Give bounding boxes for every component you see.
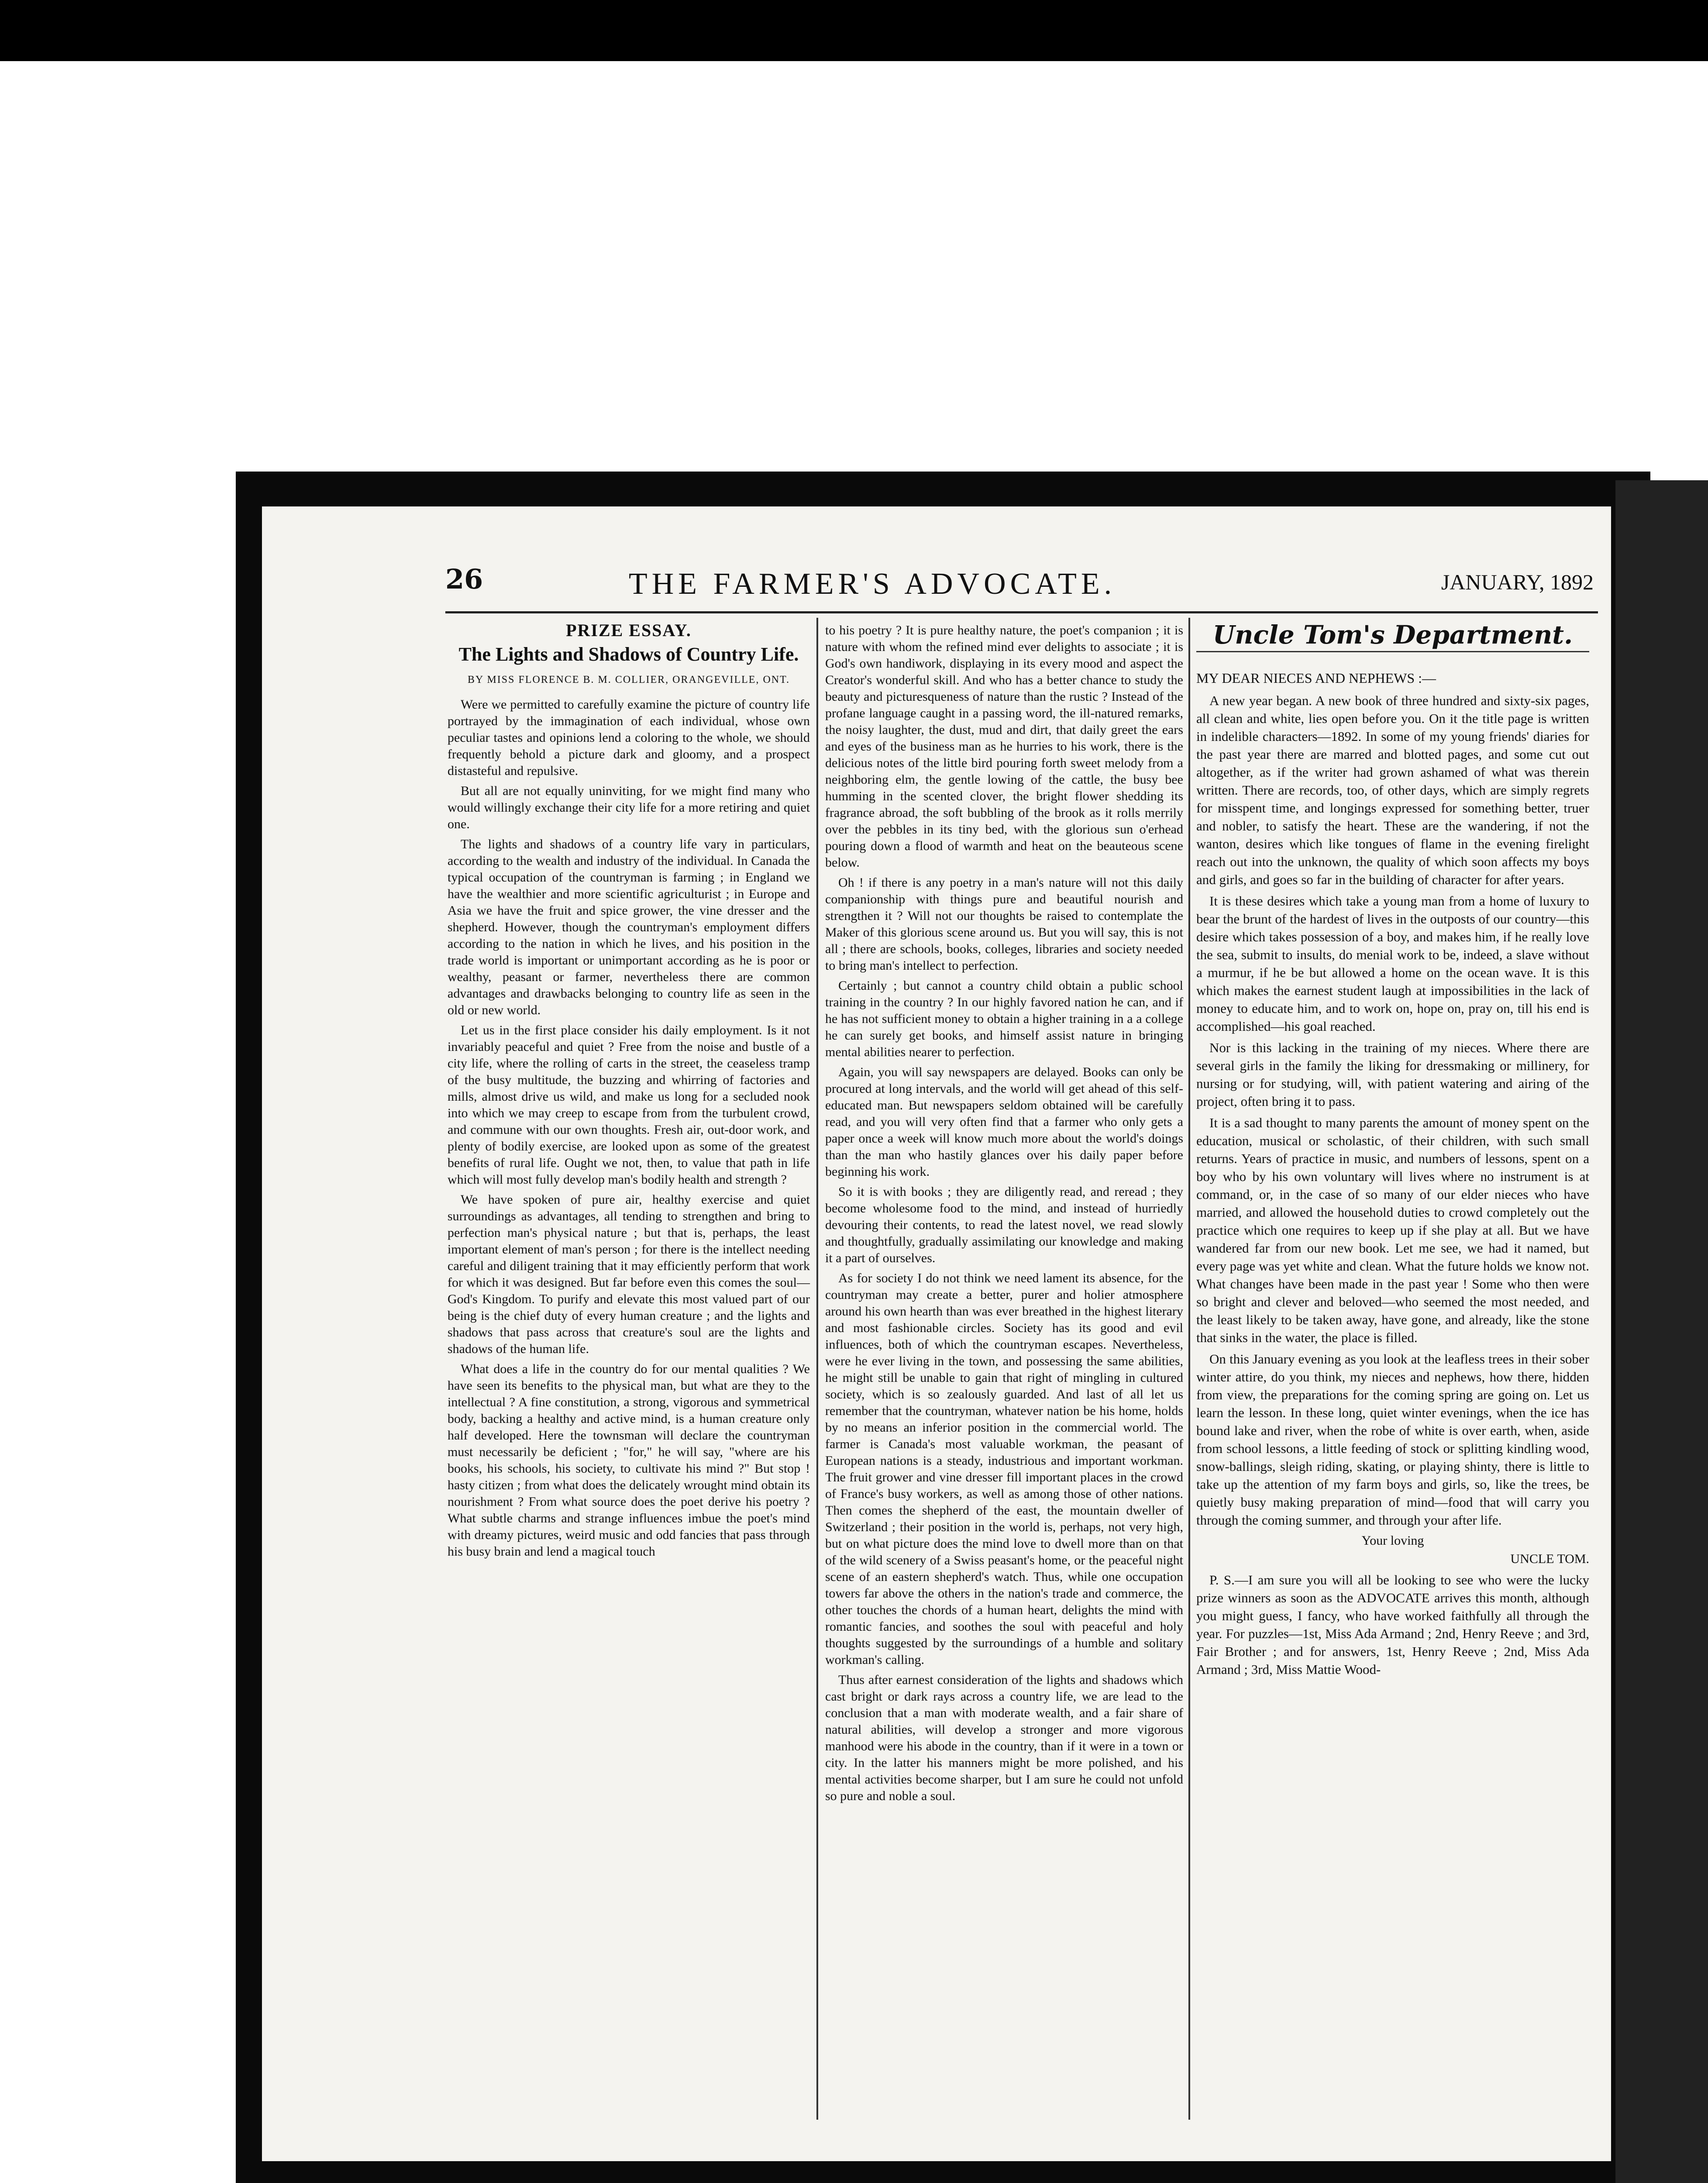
salutation: MY DEAR NIECES AND NEPHEWS :— — [1196, 670, 1436, 686]
closing: Your loving — [1361, 1533, 1424, 1548]
paragraph: Nor is this lacking in the training of my nieces. Where there are several girls in the family the liking for dressmaking or millinery, for nursing or for studying, will, with patient watering and airing of the project, often bring it to pass. — [1196, 1040, 1589, 1109]
paragraph: Oh ! if there is any poetry in a man's nature will not this daily companionship with things pure and beautiful nourish and strengthen it ? Will not our thoughts be raised to contemplate the Maker of this glorious scene around us. But you will say, this is not all ; there are schools, books, colleges, libraries and society needed to bring man's intellect to perfection. — [825, 875, 1183, 973]
column-rule — [1188, 618, 1190, 2120]
postscript: P. S.—I am sure you will all be looking to see who were the lucky prize winners as soon as the ADVOCATE arrives this month, although you might guess, I fancy, who have worked faithfully all through the year. For puzzles—1st, Miss Ada Armand ; 2nd, Henry Reeve ; and 3rd, Fair Brother ; and for answers, 1st, Henry Reeve ; 2nd, Miss Ada Armand ; 3rd, Miss Mattie Wood- — [1196, 1572, 1589, 1677]
issue-date: JANUARY, 1892 — [1441, 570, 1594, 594]
newspaper-page — [262, 506, 1611, 2161]
paragraph: It is these desires which take a young man from a home of luxury to bear the brunt of the hardest of lives in the outposts of our country—this desire which takes possession of a boy, and makes him, if he really love the sea, submit to insults, do menial work to be, indeed, a slave without a murmur, if he be but allowed a home on the ocean wave. It is this which makes the earnest student laugh at impossibilities in the lack of money to educate him, and to work on, hope on, pray on, till his end is accomplished—his goal reached. — [1196, 893, 1589, 1034]
page-header — [445, 563, 1602, 611]
paragraph: On this January evening as you look at the leafless trees in their sober winter attire, do you think, my nieces and nephews, how there, hidden from view, the preparations for the coming spring are going on. Let us learn the lesson. In these long, quiet winter evenings, when the ice has bound lake and river, when the robe of white is over earth, when, aside from school lessons, a little feeding of stock or splitting kindling wood, snow-ballings, sleigh riding, skating, or playing shinty, there is little to take up the attention of my farm boys and girls, so, like the trees, be quietly busy making preparation of mind—food that will carry you through the coming summer, and through your after life. — [1196, 1351, 1589, 1528]
signature: UNCLE TOM. — [1510, 1552, 1589, 1566]
paragraph: Again, you will say newspapers are delayed. Books can only be procured at long intervals, and the world will get ahead of this self-educated man. But newspapers seldom obtained will be carefully read, and you will very often find that a farmer who only gets a paper once a week will know much more about the world's doings than the man who hastily glances over his daily paper before beginning his work. — [825, 1065, 1183, 1179]
paragraph: Certainly ; but cannot a country child obtain a public school training in the country ? In our highly favored nation he can, and if he has not sufficient money to obtain a higher training in a a college he can surely get books, and himself assist nature in bringing mental abilities nearer to perfection. — [825, 978, 1183, 1059]
column-rule — [816, 618, 818, 2120]
essay-title: The Lights and Shadows of Country Life. — [458, 644, 799, 665]
masthead: THE FARMER'S ADVOCATE. — [629, 567, 1116, 601]
header-rule — [445, 611, 1598, 613]
department-title: Uncle Tom's Department. — [1196, 627, 1589, 652]
paragraph: We have spoken of pure air, healthy exercise and quiet surroundings as advantages, all tending to strengthen and bring to perfection man's physical nature ; but that is, perhaps, the least important element of man's person ; for there is the intellect needing careful and diligent training that it may efficiently perform that work for which it was designed. But far before even this comes the soul—God's Kingdom. To purify and elevate this most valued part of our being is the chief duty of every human creature ; and the lights and shadows that pass across that creature's soul are the lights and shadows of the human life. — [448, 1192, 810, 1356]
essay-kicker: PRIZE ESSAY. — [566, 620, 692, 640]
paragraph: It is a sad thought to many parents the amount of money spent on the education, musical or scholastic, of their children, with such small returns. Years of practice in music, and numbers of lessons, spent on a boy who by his own voluntary will lives where no instrument is at command, or, in the case of so many of our elder nieces who have married, and allowed the household duties to crowd completely out the practice which one requires to keep up if she play at all. But we have wandered far from our new book. Let me see, we had it named, but every page was yet white and clean. What the future holds we know not. What changes have been made in the past year ! Some who then were so bright and clever and beloved—who seemed the most needed, and the least likely to be taken away, have gone, and already, like the stone that sinks in the water, the place is filled. — [1196, 1115, 1589, 1345]
binding-edge — [1615, 480, 1708, 2183]
column-3 — [1196, 622, 1589, 1682]
paragraph: Were we permitted to carefully examine the picture of country life portrayed by the immagination of each individual, whose own peculiar tastes and opinions lend a coloring to the whole, we should frequently behold a picture dark and gloomy, and a prospect distasteful and repulsive. — [448, 697, 810, 778]
paragraph: A new year began. A new book of three hundred and sixty-six pages, all clean and white, lies open before you. On it the title page is written in indelible characters—1892. In some of my young friends' diaries for the past year there are marred and blotted pages, and some cut out altogether, as if the writer had grown ashamed of what was therein written. There are records, too, of other days, which are simply regrets for misspent time, and longings expressed for something better, truer and nobler, to satisfy the heart. These are the wandering, if not the wanton, desires which like tongues of flame in the evening firelight reach out into the unknown, the quality of which soon affects my boys and girls, and goes so far in the building of character for after years. — [1196, 693, 1589, 887]
paragraph: Thus after earnest consideration of the lights and shadows which cast bright or dark rays across a country life, we are lead to the conclusion that a man with moderate wealth, and a fair share of natural abilities, will develop a stronger and more vigorous manhood were his abode in the country, than if it were in a town or city. In the latter his manners might be more polished, and his mental activities become sharper, but I am sure he could not unfold so pure and noble a soul. — [825, 1673, 1183, 1803]
paragraph: But all are not equally uninviting, for we might find many who would willingly exchange their city life for a more retiring and quiet one. — [448, 784, 810, 831]
essay-byline: BY MISS FLORENCE B. M. COLLIER, ORANGEVILLE, ONT. — [468, 674, 790, 685]
paragraph: What does a life in the country do for our mental qualities ? We have seen its benefits to the physical man, but what are they to the intellectual ? A fine constitution, a strong, vigorous and symmetrical body, backing a healthy and active mind, is a human creature only half developed. Here the townsman will declare the countryman must necessarily be deficient ; "for," he will say, "where are his books, his schools, his society, to cultivate his mind ?" But stop ! hasty citizen ; from what does the delicately wrought mind obtain its nourishment ? From what source does the poet derive his poetry ? What subtle charms and strange influences imbue the poet's mind with dreamy pictures, weird music and odd fancies that pass through his busy brain and lend a magical touch — [448, 1362, 810, 1559]
paragraph: The lights and shadows of a country life vary in particulars, according to the wealth and industry of the individual. In Canada the typical occupation of the countryman is farming ; in England we have the wealthier and more scientific agriculturist ; in Europe and Asia we have the fruit and spice grower, the vine dresser and the shepherd. However, though the countryman's employment differs according to the nation in which he lives, and his position in the trade world is important or unimportant according as he is poor or wealthy, peasant or farmer, nevertheless there are common advantages and drawbacks belonging to country life as seen in the old or new world. — [448, 837, 810, 1017]
column-2 — [825, 622, 1183, 1808]
paragraph: So it is with books ; they are diligently read, and reread ; they become wholesome food to the mind, and instead of hurriedly devouring their contents, to read the latest novel, we read slowly and thoughtfully, gradually assimilating our knowledge and making it a part of ourselves. — [825, 1184, 1183, 1265]
paragraph: to his poetry ? It is pure healthy nature, the poet's companion ; it is nature with whom the refined mind ever delights to associate ; it is God's own handiwork, displaying in its every mood and aspect the Creator's wonderful skill. And who has a better chance to study the beauty and picturesqueness of nature than the rustic ? Instead of the profane language caught in a passing word, the ill-natured remarks, the noisy laughter, the dust, mud and dirt, that daily greet the ears and eyes of the business man as he hurries to his work, there is the delicious notes of the little bird pouring forth sweet melody from a neighboring elm, the gentle lowing of the cattle, the busy bee humming in the scented clover, the bright flower shedding its fragrance abroad, the soft bubbling of the brook as it rolls merrily over the pebbles in its tiny bed, with the glorious sun o'erhead pouring down a flood of warmth and heat on the beauteous scene below. — [825, 623, 1183, 870]
paragraph: Let us in the first place consider his daily employment. Is it not invariably peaceful and quiet ? Free from the noise and bustle of a city life, where the rolling of carts in the street, the ceaseless tramp of the busy multitude, the buzzing and whirring of factories and mills, almost drive us wild, and make us long for a secluded nook into which we may creep to escape from from the turbulent crowd, and commune with our own thoughts. Fresh air, out-door work, and plenty of bodily exercise, are looked upon as some of the greatest benefits of rural life. Ought we not, then, to value that path in life which will most fully develop man's bodily health and strength ? — [448, 1023, 810, 1187]
column-1 — [448, 622, 810, 1563]
page-number: 26 — [445, 563, 483, 595]
paragraph: As for society I do not think we need lament its absence, for the countryman may create a better, purer and holier atmosphere around his own hearth than was ever breathed in the highest literary and most fashionable circles. Society has its good and evil influences, both of which the countryman escapes. Nevertheless, were he ever living in the town, and possessing the same abilities, he might still be unable to gain that right of mingling in cultured society, which is so zealously guarded. And last of all let us remember that the countryman, whatever nation be his home, holds by no means an inferior position in the commercial world. The farmer is Canada's most valuable workman, the peasant of European nations is a steady, industrious and important workman. The fruit grower and vine dresser fill important places in the crowd of France's busy workers, as well as among those of other nations. Then comes the shepherd of the east, the mountain dweller of Switzerland ; their position in the world is, perhaps, not very high, but on what picture does the mind love to dwell more than on that of the wild scenery of a Swiss peasant's home, or the peaceful night scene of an eastern shepherd's watch. Thus, while one occupation towers far above the others in the nation's trade and commerce, the other touches the chords of a human heart, delights the mind with romantic fancies, and soothes the soul with peaceful and holy thoughts suggested by the surroundings of a humble and solitary workman's calling. — [825, 1271, 1183, 1667]
